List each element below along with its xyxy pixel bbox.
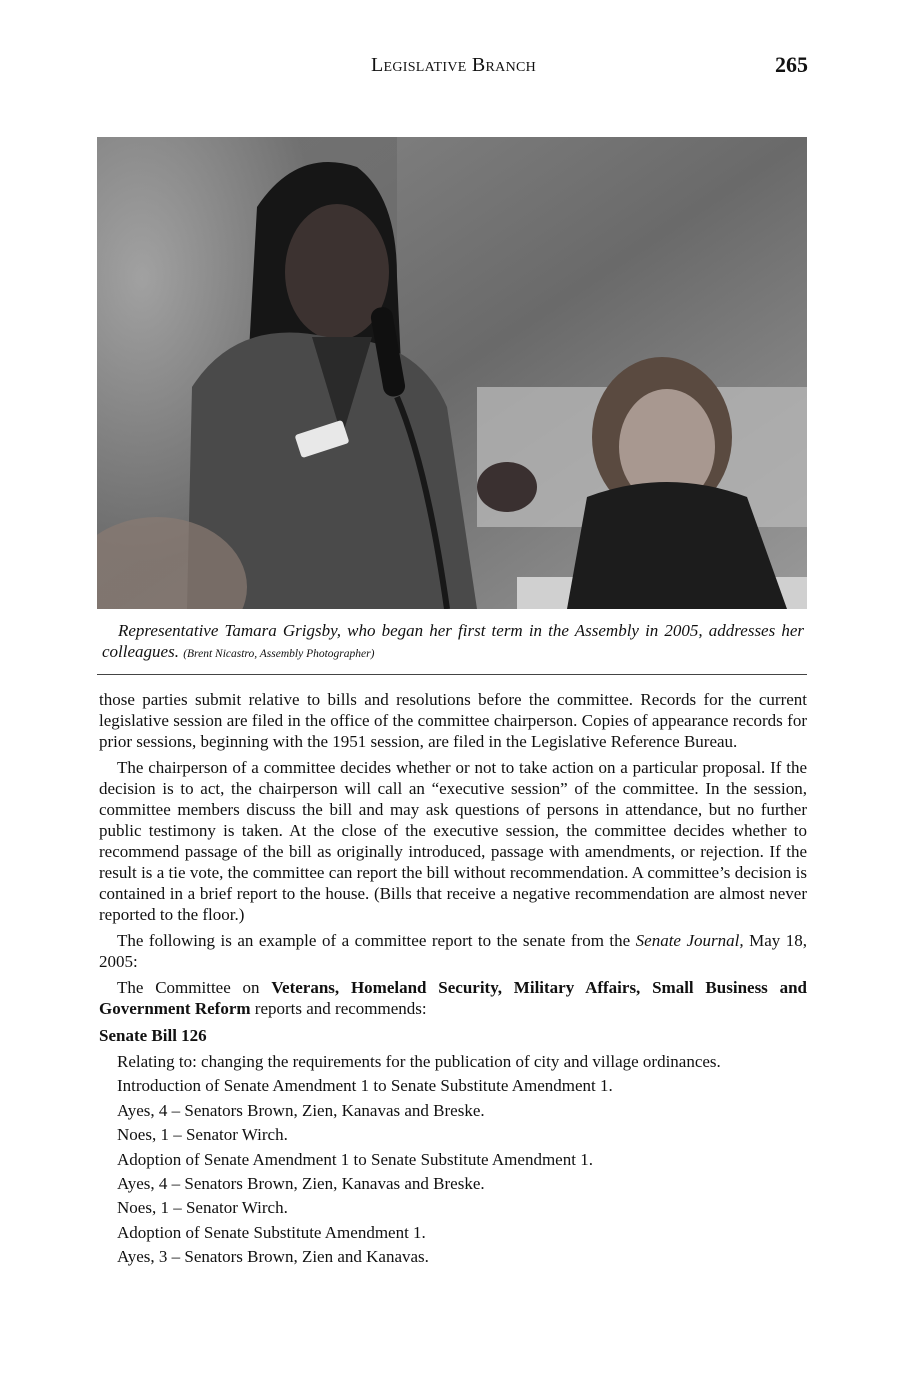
photo-illustration — [97, 137, 807, 609]
running-head: Legislative Branch — [370, 54, 537, 76]
photo-credit: (Brent Nicastro, Assembly Photographer) — [183, 648, 375, 660]
action-line: Noes, 1 – Senator Wirch. — [117, 1198, 288, 1218]
paragraph-executive-session: The chairperson of a committee decides whether or not to take action on a particular proposal. If the decision is to act, the chairperson will call an “executive session” of the committee. In the session, committee members discuss the bill and may ask questions of persons in attendance, but no further public testimony is taken. At the close of the executive session, the committee decides whether to recommend passage of the bill as originally introduced, passage with amendments, or rejection. If the result is a tie vote, the committee can report the bill without recommendation. A committee’s decision is contained in a brief report to the house. (Bills that receive a negative recommendation are almost never reported to the floor.) — [99, 758, 807, 924]
action-line: Relating to: changing the requirements for the publication of city and village ordinances. — [117, 1052, 721, 1071]
section-divider — [97, 674, 807, 675]
paragraph-committee — [99, 977, 807, 1019]
committee-name: Veterans, Homeland Security, Military Affairs, Small Business and Government Reform — [99, 978, 807, 1018]
photo-caption — [102, 620, 804, 665]
action-line: Ayes, 4 – Senators Brown, Zien, Kanavas and Breske. — [117, 1174, 485, 1194]
para4-tail: reports and recommends: — [250, 999, 427, 1018]
body-text — [99, 689, 807, 1270]
photo-representative-speaking — [97, 137, 807, 609]
senate-journal-title: Senate Journal, — [635, 931, 744, 950]
action-line: Adoption of Senate Substitute Amendment 1. — [117, 1222, 426, 1242]
action-line: Adoption of Senate Amendment 1 to Senate Substitute Amendment 1. — [117, 1149, 593, 1169]
action-line: Introduction of Senate Amendment 1 to Senate Substitute Amendment 1. — [117, 1076, 613, 1096]
para3-lead: The following is an example of a committee report to the senate from the — [117, 931, 636, 950]
bill-title: Senate Bill 126 — [99, 1026, 207, 1045]
paragraph-appearance-records: those parties submit relative to bills and resolutions before the committee. Records for the current legislative session are filed in the office of the committee chairperson. Copies of appearance records for prior sessions, beginning with the 1951 session, are filed in the Legislative Reference Bureau. — [99, 690, 807, 751]
page-number: 265 — [775, 52, 808, 77]
action-line: Noes, 1 – Senator Wirch. — [117, 1125, 288, 1145]
paragraph-report-example — [99, 930, 807, 972]
para3-tail: May 18, 2005: — [99, 931, 807, 971]
caption-text: Representative Tamara Grigsby, who began her first term in the Assembly in 2005, addresses her colleagues. — [102, 621, 804, 661]
para4-lead: The Committee on — [117, 978, 272, 997]
action-line: Ayes, 3 – Senators Brown, Zien and Kanavas. — [117, 1247, 429, 1267]
bill-actions — [99, 1050, 807, 1270]
action-line: Ayes, 4 – Senators Brown, Zien, Kanavas and Breske. — [117, 1100, 485, 1120]
